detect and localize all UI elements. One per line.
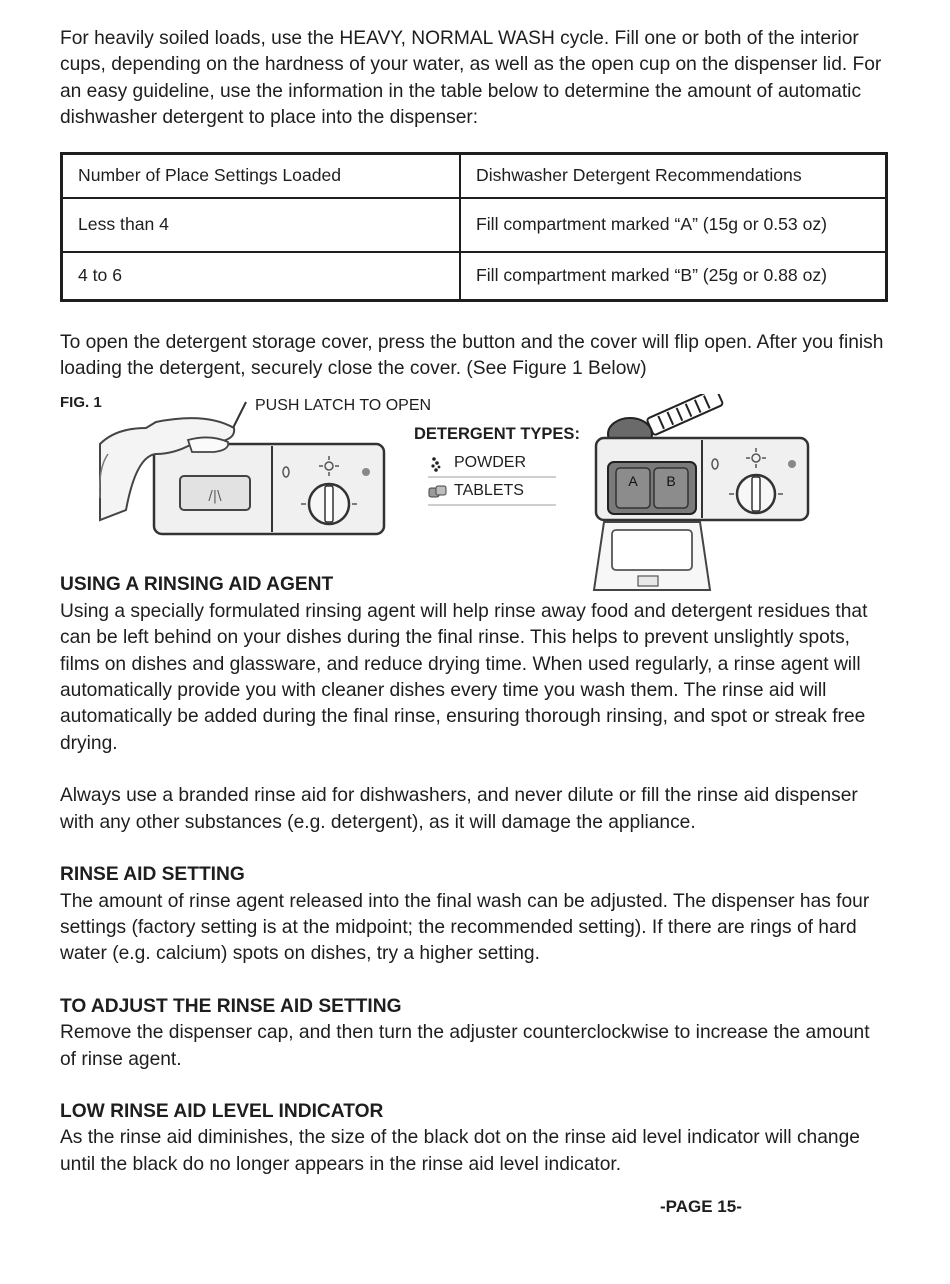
open-cover-paragraph: To open the detergent storage cover, press the button and the cover will flip open. After you finish loading the detergent, securely close the cover. (See Figure 1 Below) <box>60 331 884 380</box>
section-paragraph: The amount of rinse agent released into the final wash can be adjusted. The dispenser has four settings (factory setting is at the midpoint; the recommended setting). If there are rings of hard water (e.g. calcium) spots on dishes, try a higher setting. <box>60 890 870 965</box>
closed-dispenser-illustration <box>96 398 396 540</box>
section-rinsing-aid-agent <box>60 572 890 836</box>
section-heading: RINSE AID SETTING <box>60 864 245 886</box>
push-latch-label: PUSH LATCH TO OPEN <box>255 397 432 415</box>
section-heading: TO ADJUST THE RINSE AID SETTING <box>60 995 402 1017</box>
detergent-type-powder <box>428 452 556 478</box>
detergent-table <box>60 152 888 302</box>
section-paragraph: Remove the dispenser cap, and then turn the adjuster counterclockwise to increase the amount of rinse agent. <box>60 1022 870 1070</box>
section-rinse-aid-setting <box>60 862 890 968</box>
figure-1 <box>60 394 890 566</box>
table-header-place-settings: Number of Place Settings Loaded <box>62 153 461 198</box>
tablets-label: TABLETS <box>454 482 524 500</box>
section-paragraph: Always use a branded rinse aid for dishwashers, and never dilute or fill the rinse aid dispenser with any other substances (e.g. detergent), as it will damage the appliance. <box>60 785 858 833</box>
compartment-b-label: B <box>666 473 676 490</box>
powder-icon <box>428 455 448 473</box>
table-cell: 4 to 6 <box>62 252 461 301</box>
intro-paragraph: For heavily soiled loads, use the HEAVY, NORMAL WASH cycle. Fill one or both of the interior cups, depending on the hardness of your water, as well as the open cup on the dispenser lid. For an easy guideline, use the information in the table below to determine the amount of automatic dishwasher detergent to place into the dispenser: <box>60 28 882 129</box>
section-paragraph: Using a specially formulated rinsing agent will help rinse away food and detergent residues that can be left behind on your dishes during the final rinse. This helps to prevent unslightly spots, films on dishes and glassware, and reduce drying time. When used regularly, a rinse agent will automatically provide you with cleaner dishes every time you wash them. The rinse aid will automatically be added during the final rinse, ensuring thorough rinsing, and spot or streak free drying. <box>60 600 868 754</box>
table-header-recommendations: Dishwasher Detergent Recommendations <box>460 153 887 198</box>
powder-label: POWDER <box>454 454 526 472</box>
section-low-rinse-aid-indicator <box>60 1099 890 1178</box>
compartment-a-label: A <box>628 473 638 490</box>
table-cell: Less than 4 <box>62 198 461 252</box>
section-adjust-rinse-aid <box>60 994 890 1073</box>
section-heading: LOW RINSE AID LEVEL INDICATOR <box>60 1100 384 1122</box>
section-heading: USING A RINSING AID AGENT <box>60 574 334 596</box>
tablets-icon <box>428 483 448 501</box>
manual-page <box>60 26 890 1178</box>
detergent-types-title: DETERGENT TYPES: <box>414 425 580 444</box>
table-header-row <box>62 153 887 198</box>
open-dispenser-illustration <box>590 394 815 594</box>
table-row <box>62 252 887 301</box>
table-cell: Fill compartment marked “B” (25g or 0.88 oz) <box>460 252 887 301</box>
figure-label: FIG. 1 <box>60 394 102 412</box>
page-number: -PAGE 15- <box>660 1197 742 1216</box>
section-paragraph: As the rinse aid diminishes, the size of the black dot on the rinse aid level indicator will change until the black do no longer appears in the rinse aid level indicator. <box>60 1127 860 1175</box>
table-row <box>62 198 887 252</box>
svg-text:/|\: /|\ <box>208 489 222 505</box>
table-cell: Fill compartment marked “A” (15g or 0.53 oz) <box>460 198 887 252</box>
detergent-type-tablets <box>428 480 556 506</box>
